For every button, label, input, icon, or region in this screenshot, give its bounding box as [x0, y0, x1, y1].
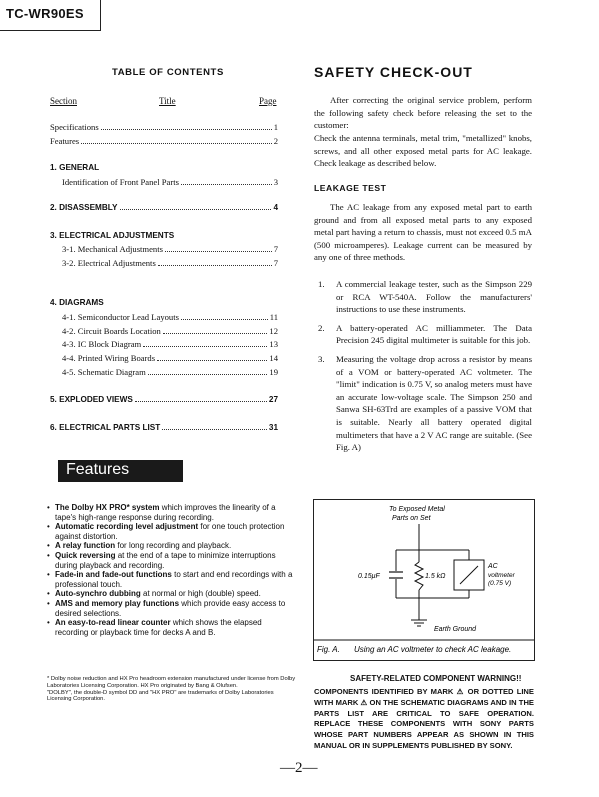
toc-entry: 3-2. Electrical Adjustments 7: [62, 258, 278, 268]
fig-top-label-1: To Exposed Metal: [389, 506, 445, 513]
toc-col-title: Title: [159, 96, 176, 106]
figure-a-box: [313, 499, 535, 661]
voltmeter-label-3: (0.75 V): [488, 580, 512, 587]
toc-entry: Features 2: [50, 136, 278, 146]
toc-col-section: Section: [50, 96, 77, 106]
leakage-paragraph: The AC leakage from any exposed metal part to earth ground and from all exposed metal parts to any exposed metal part having a return to chassis, must not exceed 0.5 mA (500 microamperes). Leakage current can be measured by any one of three methods.: [314, 202, 532, 263]
toc-section-heading: 4. DIAGRAMS: [50, 298, 104, 307]
toc-section-heading: 3. ELECTRICAL ADJUSTMENTS: [50, 231, 175, 240]
toc-entry: Identification of Front Panel Parts 3: [62, 177, 278, 187]
leakage-method-item: 2. A battery-operated AC milliammeter. The Data Precision 245 digital multimeter is suitable for this job.: [318, 322, 532, 346]
features-list: [47, 503, 297, 637]
toc-entry: 2. DISASSEMBLY 4: [50, 203, 278, 212]
toc-section-heading: 1. GENERAL: [50, 163, 100, 172]
capacitor-symbol: [389, 572, 403, 578]
feature-item: • Automatic recording level adjustment for one touch protection against distortion.: [47, 522, 297, 541]
safety-intro-check: Check the antenna terminals, metal trim, "metallized" knobs, screws, and all other exposed metal parts for AC leakage. Check leakage as described below.: [314, 133, 532, 169]
safety-title: SAFETY CHECK-OUT: [314, 64, 473, 80]
toc-entry: 4-2. Circuit Boards Location 12: [62, 326, 278, 336]
resistor-label: 1.5 kΩ: [425, 573, 446, 580]
voltmeter-label-2: voltmeter: [488, 572, 515, 579]
feature-item: • A relay function for long recording and playback.: [47, 541, 297, 551]
feature-item: • The Dolby HX PRO* system which improves the linearity of a tape's high-range response during recording.: [47, 503, 297, 522]
figure-caption-label: Fig. A.: [317, 645, 340, 654]
feature-item: • An easy-to-read linear counter which shows the elapsed recording or playback time for decks A and B.: [47, 618, 297, 637]
toc-entry: Specifications 1: [50, 122, 278, 132]
features-title: Features: [66, 461, 130, 478]
voltmeter-label-1: AC: [488, 563, 498, 570]
toc-entry: 4-1. Semiconductor Lead Layouts 11: [62, 312, 278, 322]
ground-label: Earth Ground: [434, 626, 477, 633]
toc-col-page: Page: [259, 96, 277, 106]
features-footnote: [47, 676, 297, 703]
toc-entry: 4-3. IC Block Diagram 13: [62, 339, 278, 349]
safety-warning-title: SAFETY-RELATED COMPONENT WARNING!!: [350, 674, 522, 683]
safety-warning-body: COMPONENTS IDENTIFIED BY MARK ⚠ OR DOTTED LINE WITH MARK ⚠ ON THE SCHEMATIC DIAGRAMS AND IN THE PARTS LIST ARE CRITICAL TO SAFE OPERATION. REPLACE THESE COMPONENTS WITH SONY PARTS WHOSE PART NUMBERS APPEAR AS SHOWN IN THIS MANUAL OR IN SUPPLEMENTS PUBLISHED BY SONY.: [314, 687, 534, 750]
leakage-test-heading: LEAKAGE TEST: [314, 183, 387, 193]
feature-item: • Auto-synchro dubbing at normal or high (double) speed.: [47, 589, 297, 599]
feature-item: • Fade-in and fade-out functions to start and end recordings with a professional touch.: [47, 570, 297, 589]
safety-intro: After correcting the original service problem, perform the following safety check before releasing the set to the customer:: [314, 95, 532, 131]
toc-title: TABLE OF CONTENTS: [112, 67, 224, 78]
voltmeter-symbol: [454, 560, 484, 590]
feature-item: • AMS and memory play functions which provide easy access to desired selections.: [47, 599, 297, 618]
toc-entry: 4-4. Printed Wiring Boards 14: [62, 353, 278, 363]
leakage-methods-list: [314, 278, 532, 460]
feature-item: • Quick reversing at the end of a tape to minimize interruptions during playback and recording.: [47, 551, 297, 570]
ground-symbol: [411, 620, 427, 626]
toc-entry: 6. ELECTRICAL PARTS LIST 31: [50, 423, 278, 432]
model-number: TC-WR90ES: [6, 6, 84, 21]
footnote-trademarks: "DOLBY", the double-D symbol DD and "HX PRO" are trademarks of Dolby Laboratories Licensing Corporation.: [47, 689, 274, 703]
toc-entry: 3-1. Mechanical Adjustments 7: [62, 244, 278, 254]
leakage-method-item: 1. A commercial leakage tester, such as the Simpson 229 or RCA WT-540A. Follow the manufacturers' instructions to use these instruments.: [318, 279, 532, 315]
toc-entry: 5. EXPLODED VIEWS 27: [50, 395, 278, 404]
resistor-symbol: [415, 562, 423, 590]
footnote-dolby-license: * Dolby noise reduction and HX Pro headroom extension manufactured under license from Dolby Laboratories Licensing Corporation. HX Pro originated by Bang & Olufsen.: [47, 676, 296, 689]
toc-entry: 4-5. Schematic Diagram 19: [62, 367, 278, 377]
leakage-circuit-diagram: [314, 500, 534, 660]
figure-caption-text: Using an AC voltmeter to check AC leakage.: [354, 645, 512, 654]
capacitor-label: 0.15μF: [358, 573, 380, 580]
circuit-wires: [396, 524, 469, 620]
leakage-method-item: 3. Measuring the voltage drop across a resistor by means of a VOM or battery-operated AC voltmeter. The "limit" indication is 0.75 V, so analog meters must have an accurate low-voltage scale. The Simpson 250 and Sanwa SH-63Trd are examples of a passive VOM that is suitable. Nearly all battery operated digital multimeters that have a 2 V AC range are suitable. (See Fig. A): [318, 353, 532, 453]
fig-top-label-2: Parts on Set: [392, 515, 431, 522]
page-number: —2—: [280, 760, 318, 776]
